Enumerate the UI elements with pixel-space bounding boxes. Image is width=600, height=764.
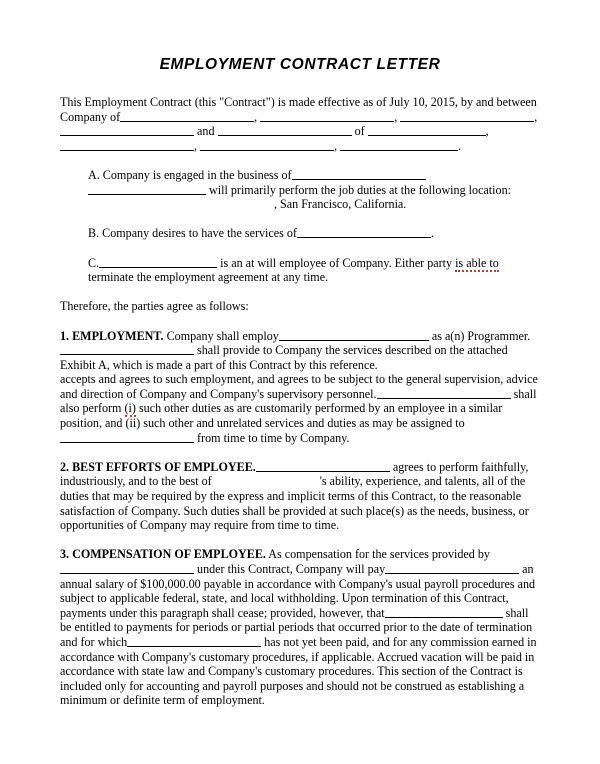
- blank-employee-a[interactable]: [88, 183, 206, 195]
- blank-compensation-name[interactable]: [60, 562, 194, 574]
- recital-a-text-2: will primarily perform the job duties at the following location:: [209, 182, 511, 197]
- section-1-body-1: Company shall employ: [166, 328, 279, 343]
- preamble-comma-4: ,: [485, 124, 489, 139]
- section-3-heading: 3. COMPENSATION OF EMPLOYEE.: [60, 547, 266, 562]
- blank-company-name-1[interactable]: [120, 110, 254, 122]
- blank-services-of[interactable]: [297, 226, 431, 238]
- blank-company-name-2[interactable]: [260, 110, 394, 122]
- blank-company-address-1[interactable]: [60, 124, 194, 136]
- blank-employee-name-1[interactable]: [218, 124, 352, 136]
- blank-employee-address-2[interactable]: [60, 139, 194, 151]
- section-1-body-4: accepts and agrees to such employment, and agrees to be subject to the general supervision, advice and direction of Company and Company's supervisory personnel.: [60, 372, 538, 401]
- section-3-body-4: shall be entitled to payments for periods or partial periods that occurred prior to the date of termination and for which: [60, 605, 533, 649]
- preamble-line-2: between Company of: [60, 95, 537, 124]
- recital-a-text-1: Company is engaged in the business of: [102, 167, 292, 182]
- preamble-comma-3: ,: [534, 109, 538, 124]
- blank-not-yet-paid[interactable]: [127, 635, 261, 647]
- section-3-body-1: As compensation for the services provided by: [268, 547, 490, 562]
- section-1-body-2: as a(n) Programmer.: [431, 328, 531, 343]
- blank-best-efforts-name[interactable]: [256, 460, 390, 472]
- recital-a-label: A.: [88, 167, 100, 182]
- section-1-body-6: such other duties as are customarily performed by an employee in a similar position, and (ii) such other and unrelated services and duties as may be assigned to: [60, 401, 503, 431]
- recital-a-text-3: , San Francisco, California.: [274, 197, 407, 212]
- spell-flag-roman-i: (i): [124, 401, 136, 416]
- blank-business-of[interactable]: [292, 168, 426, 180]
- section-1: [60, 329, 542, 446]
- preamble-period: .: [458, 138, 462, 153]
- section-3-body-3: an annual salary of $100,000.00 payable in accordance with Company's usual payroll procedures and subject to applicable federal, state, and local withholding. Upon termination of this Contract, payments under this paragraph shall cease; provided, however, that: [60, 562, 536, 620]
- blank-shall-also[interactable]: [377, 387, 511, 399]
- section-3-body-5: has not yet been paid, and for any commission earned in accordance with Company's customary procedures, if applicable. Accrued vacation will be paid in accordance with state law and Company's customary procedures. This section of the Contract is included only for accounting and payroll purposes and should not be construed as establishing a minimum or definite term of employment.: [60, 634, 537, 708]
- preamble-comma-5: ,: [194, 138, 198, 153]
- recital-a: [88, 168, 542, 212]
- recital-b: [88, 226, 542, 241]
- recital-b-text-2: .: [430, 226, 434, 241]
- blank-best-of[interactable]: [212, 474, 320, 485]
- blank-employee-address-1[interactable]: [368, 124, 486, 136]
- blank-accepts[interactable]: [378, 358, 524, 369]
- blank-location[interactable]: [88, 197, 274, 208]
- blank-shall-be-entitled[interactable]: [385, 606, 503, 618]
- preamble-of: of: [354, 124, 365, 139]
- page-title: EMPLOYMENT CONTRACT LETTER: [159, 56, 441, 73]
- section-1-body-7: from time to time by Company.: [197, 430, 350, 445]
- recital-c-text-2: terminate the employment agreement at any time.: [88, 270, 329, 285]
- blank-employee-address-4[interactable]: [340, 139, 458, 151]
- section-2: [60, 460, 542, 533]
- preamble-paragraph: [60, 95, 542, 153]
- section-1-body-3: shall provide to Company the services described on the attached Exhibit A, which is made a part of this Contract by this reference.: [60, 343, 508, 372]
- section-2-heading: 2. BEST EFFORTS OF EMPLOYEE.: [60, 459, 256, 474]
- recital-b-label: B.: [88, 226, 100, 241]
- section-1-heading: 1. EMPLOYMENT.: [60, 328, 164, 343]
- section-1-body-5: shall also perform: [60, 386, 537, 416]
- blank-employee-address-3[interactable]: [200, 139, 334, 151]
- recital-c: [88, 256, 542, 285]
- therefore-line: Therefore, the parties agree as follows:: [60, 299, 249, 314]
- blank-at-will-employee[interactable]: [99, 256, 217, 268]
- document-body: [60, 95, 542, 708]
- section-3-body-2: under this Contract, Company will pay: [197, 562, 386, 576]
- preamble-comma-6: ,: [334, 138, 338, 153]
- section-3: [60, 547, 542, 708]
- section-2-body-1: agrees to perform faithfully, industriously, and to the best of: [60, 459, 529, 489]
- grammar-flag-is-able-to: is able to: [455, 255, 499, 270]
- blank-will-pay[interactable]: [385, 562, 519, 574]
- preamble-comma-2: ,: [394, 109, 398, 124]
- blank-employ-name[interactable]: [279, 329, 429, 341]
- section-2-body-2: 's ability, experience, and talents, all of the duties that may be required by the express and implicit terms of this Contract, to the reasonable satisfaction of Company. Such duties shall be provided at such place(s) as the needs, business, or opportunities of Company may require from time to time.: [60, 474, 529, 533]
- preamble-line-1: This Employment Contract (this "Contract") is made effective as of July 10, 2015, by and: [60, 95, 494, 109]
- recital-c-text-1: is an at will employee of Company. Either party: [220, 255, 453, 270]
- preamble-comma-1: ,: [254, 109, 258, 124]
- recital-c-label: C.: [88, 255, 100, 270]
- blank-provide-services[interactable]: [60, 343, 194, 355]
- recital-b-text-1: Company desires to have the services of: [102, 226, 297, 241]
- blank-assigned-to[interactable]: [60, 431, 194, 443]
- blank-company-name-3[interactable]: [400, 110, 534, 122]
- preamble-and: and: [197, 124, 215, 139]
